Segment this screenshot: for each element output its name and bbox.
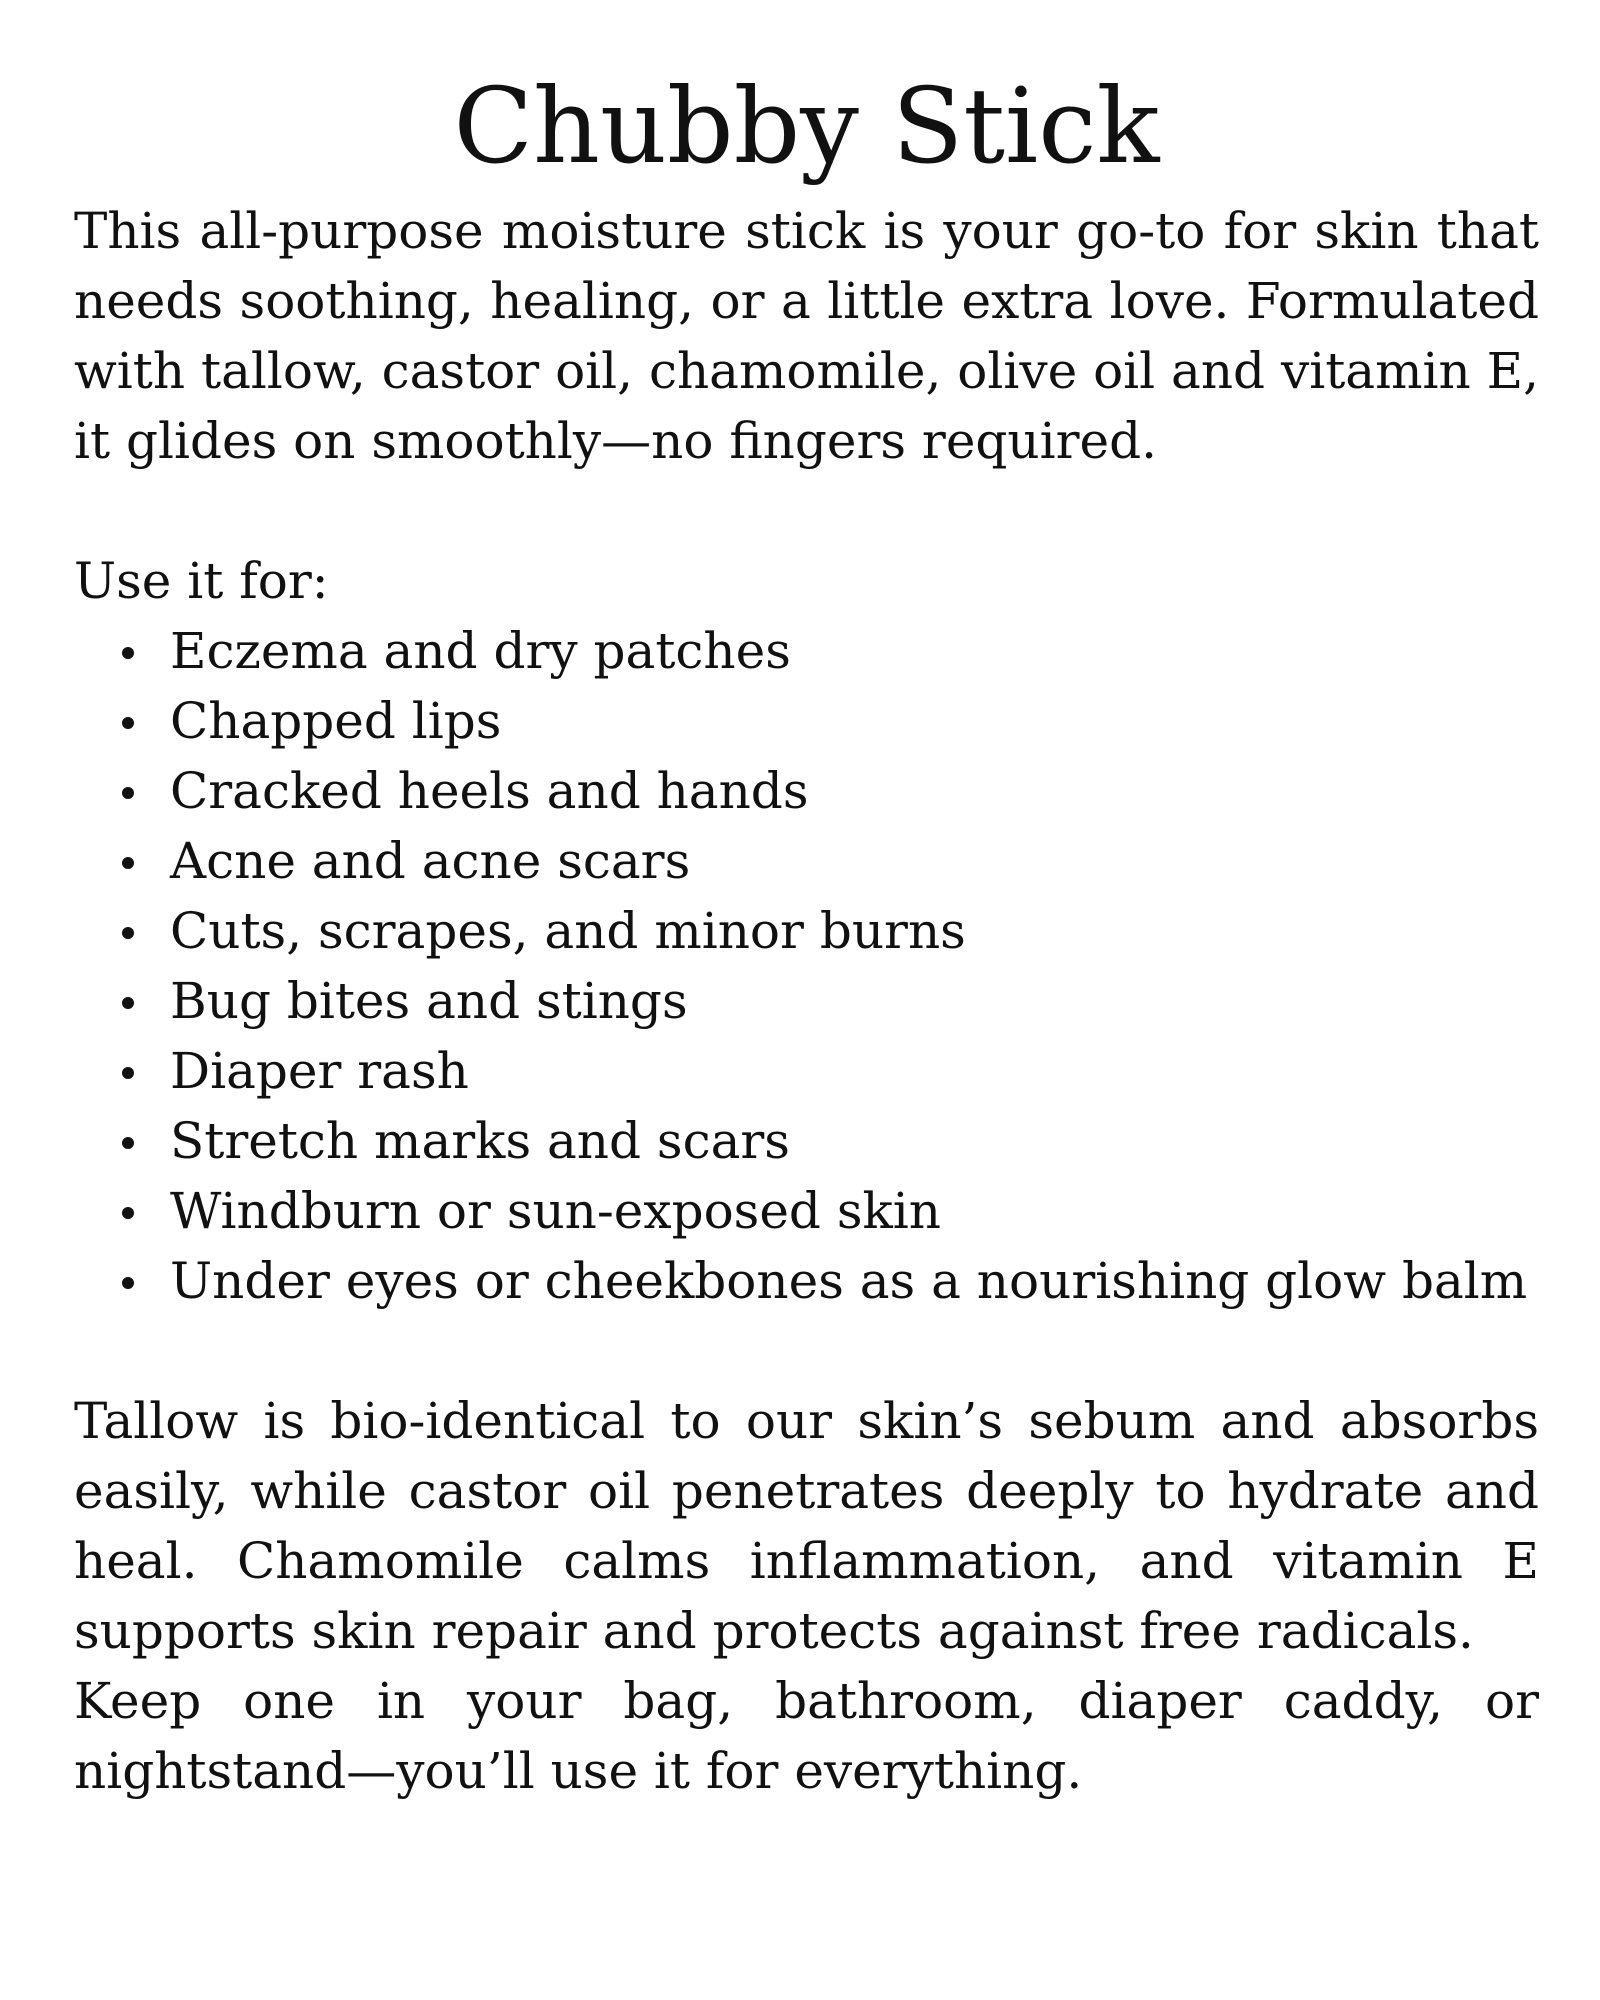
bullet-icon — [122, 1137, 134, 1149]
list-item-text: Stretch marks and scars — [170, 1112, 790, 1170]
intro-paragraph: This all-purpose moisture stick is your go-to for skin that needs soothing, healing, or a little extra love. Formulated with tallow, castor oil, chamomile, olive oil and vitamin E, it glides on smoothly—no fingers required. — [74, 202, 1539, 470]
list-item-text: Cracked heels and hands — [170, 762, 809, 820]
bullet-icon — [122, 647, 134, 659]
list-item-text: Eczema and dry patches — [170, 622, 791, 680]
list-item — [122, 896, 1539, 966]
list-item — [122, 1176, 1539, 1246]
list-item-text: Acne and acne scars — [170, 832, 691, 890]
benefits-paragraph: Tallow is bio-identical to our skin’s sebum and absorbs easily, while castor oil penetrates deeply to hydrate and heal. Chamomile calms inflammation, and vitamin E supports skin repair and protects against free radicals. — [74, 1392, 1539, 1660]
list-item-text: Windburn or sun-exposed skin — [170, 1182, 941, 1240]
bullet-icon — [122, 857, 134, 869]
list-item — [122, 756, 1539, 826]
list-item — [122, 1246, 1539, 1316]
bullet-icon — [122, 1207, 134, 1219]
list-item-text: Cuts, scrapes, and minor burns — [170, 902, 966, 960]
list-item — [122, 826, 1539, 896]
bullet-icon — [122, 1277, 134, 1289]
list-item — [122, 966, 1539, 1036]
uses-list — [74, 616, 1539, 1316]
list-item — [122, 1036, 1539, 1106]
use-it-for-heading: Use it for: — [74, 552, 329, 610]
bullet-icon — [122, 717, 134, 729]
list-item-text: Diaper rash — [170, 1042, 469, 1100]
closing-paragraph: Keep one in your bag, bathroom, diaper caddy, or nightstand—you’ll use it for everything. — [74, 1672, 1539, 1800]
list-item-text: Under eyes or cheekbones as a nourishing glow balm — [170, 1252, 1528, 1310]
list-item — [122, 616, 1539, 686]
bullet-icon — [122, 1067, 134, 1079]
product-description-page — [74, 62, 1539, 1806]
bullet-icon — [122, 787, 134, 799]
list-item-text: Chapped lips — [170, 692, 502, 750]
list-item — [122, 686, 1539, 756]
bullet-icon — [122, 997, 134, 1009]
list-item — [122, 1106, 1539, 1176]
page-title: Chubby Stick — [453, 65, 1160, 187]
bullet-icon — [122, 927, 134, 939]
list-item-text: Bug bites and stings — [170, 972, 688, 1030]
